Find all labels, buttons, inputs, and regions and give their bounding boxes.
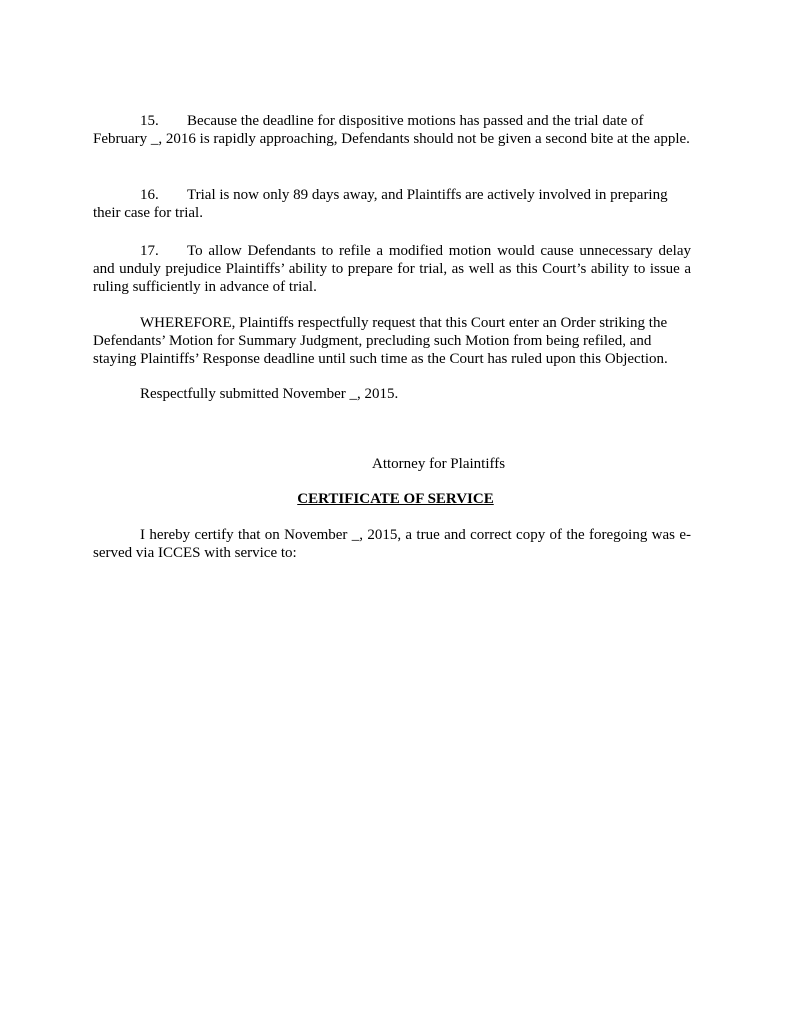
certificate-paragraph [93,526,691,562]
paragraph-text: To allow Defendants to refile a modified motion would cause unnecessary delay and unduly prejudice Plaintiffs’ ability to prepare for trial, as well as this Court’s ability to issue a ruling sufficiently in advance of trial. [93,243,691,295]
paragraph-text: Trial is now only 89 days away, and Plaintiffs are actively involved in preparing their case for trial. [93,187,668,221]
paragraph-text: Because the deadline for dispositive motions has passed and the trial date of February _, 2016 is rapidly approaching, Defendants should not be given a second bite at the apple. [93,113,690,147]
wherefore-paragraph [93,314,691,368]
certificate-title: CERTIFICATE OF SERVICE [297,491,494,507]
paragraph-number: 15. [140,113,159,129]
paragraph-17 [93,242,691,296]
paragraph-16 [93,186,691,222]
wherefore-text: WHEREFORE, Plaintiffs respectfully request that this Court enter an Order striking the Defendants’ Motion for Summary Judgment, precluding such Motion from being refiled, and staying Plaintiffs’ Response deadline until such time as the Court has ruled upon this Objection. [93,315,668,367]
paragraph-15 [93,112,691,148]
submission-line [93,385,691,403]
certificate-text: I hereby certify that on November _, 2015, a true and correct copy of the foregoing was e-served via ICCES with service to: [93,527,691,561]
paragraph-number: 17. [140,243,159,259]
paragraph-number: 16. [140,187,159,203]
submission-text: Respectfully submitted November _, 2015. [140,386,399,402]
attorney-signature-label: Attorney for Plaintiffs [372,456,506,472]
